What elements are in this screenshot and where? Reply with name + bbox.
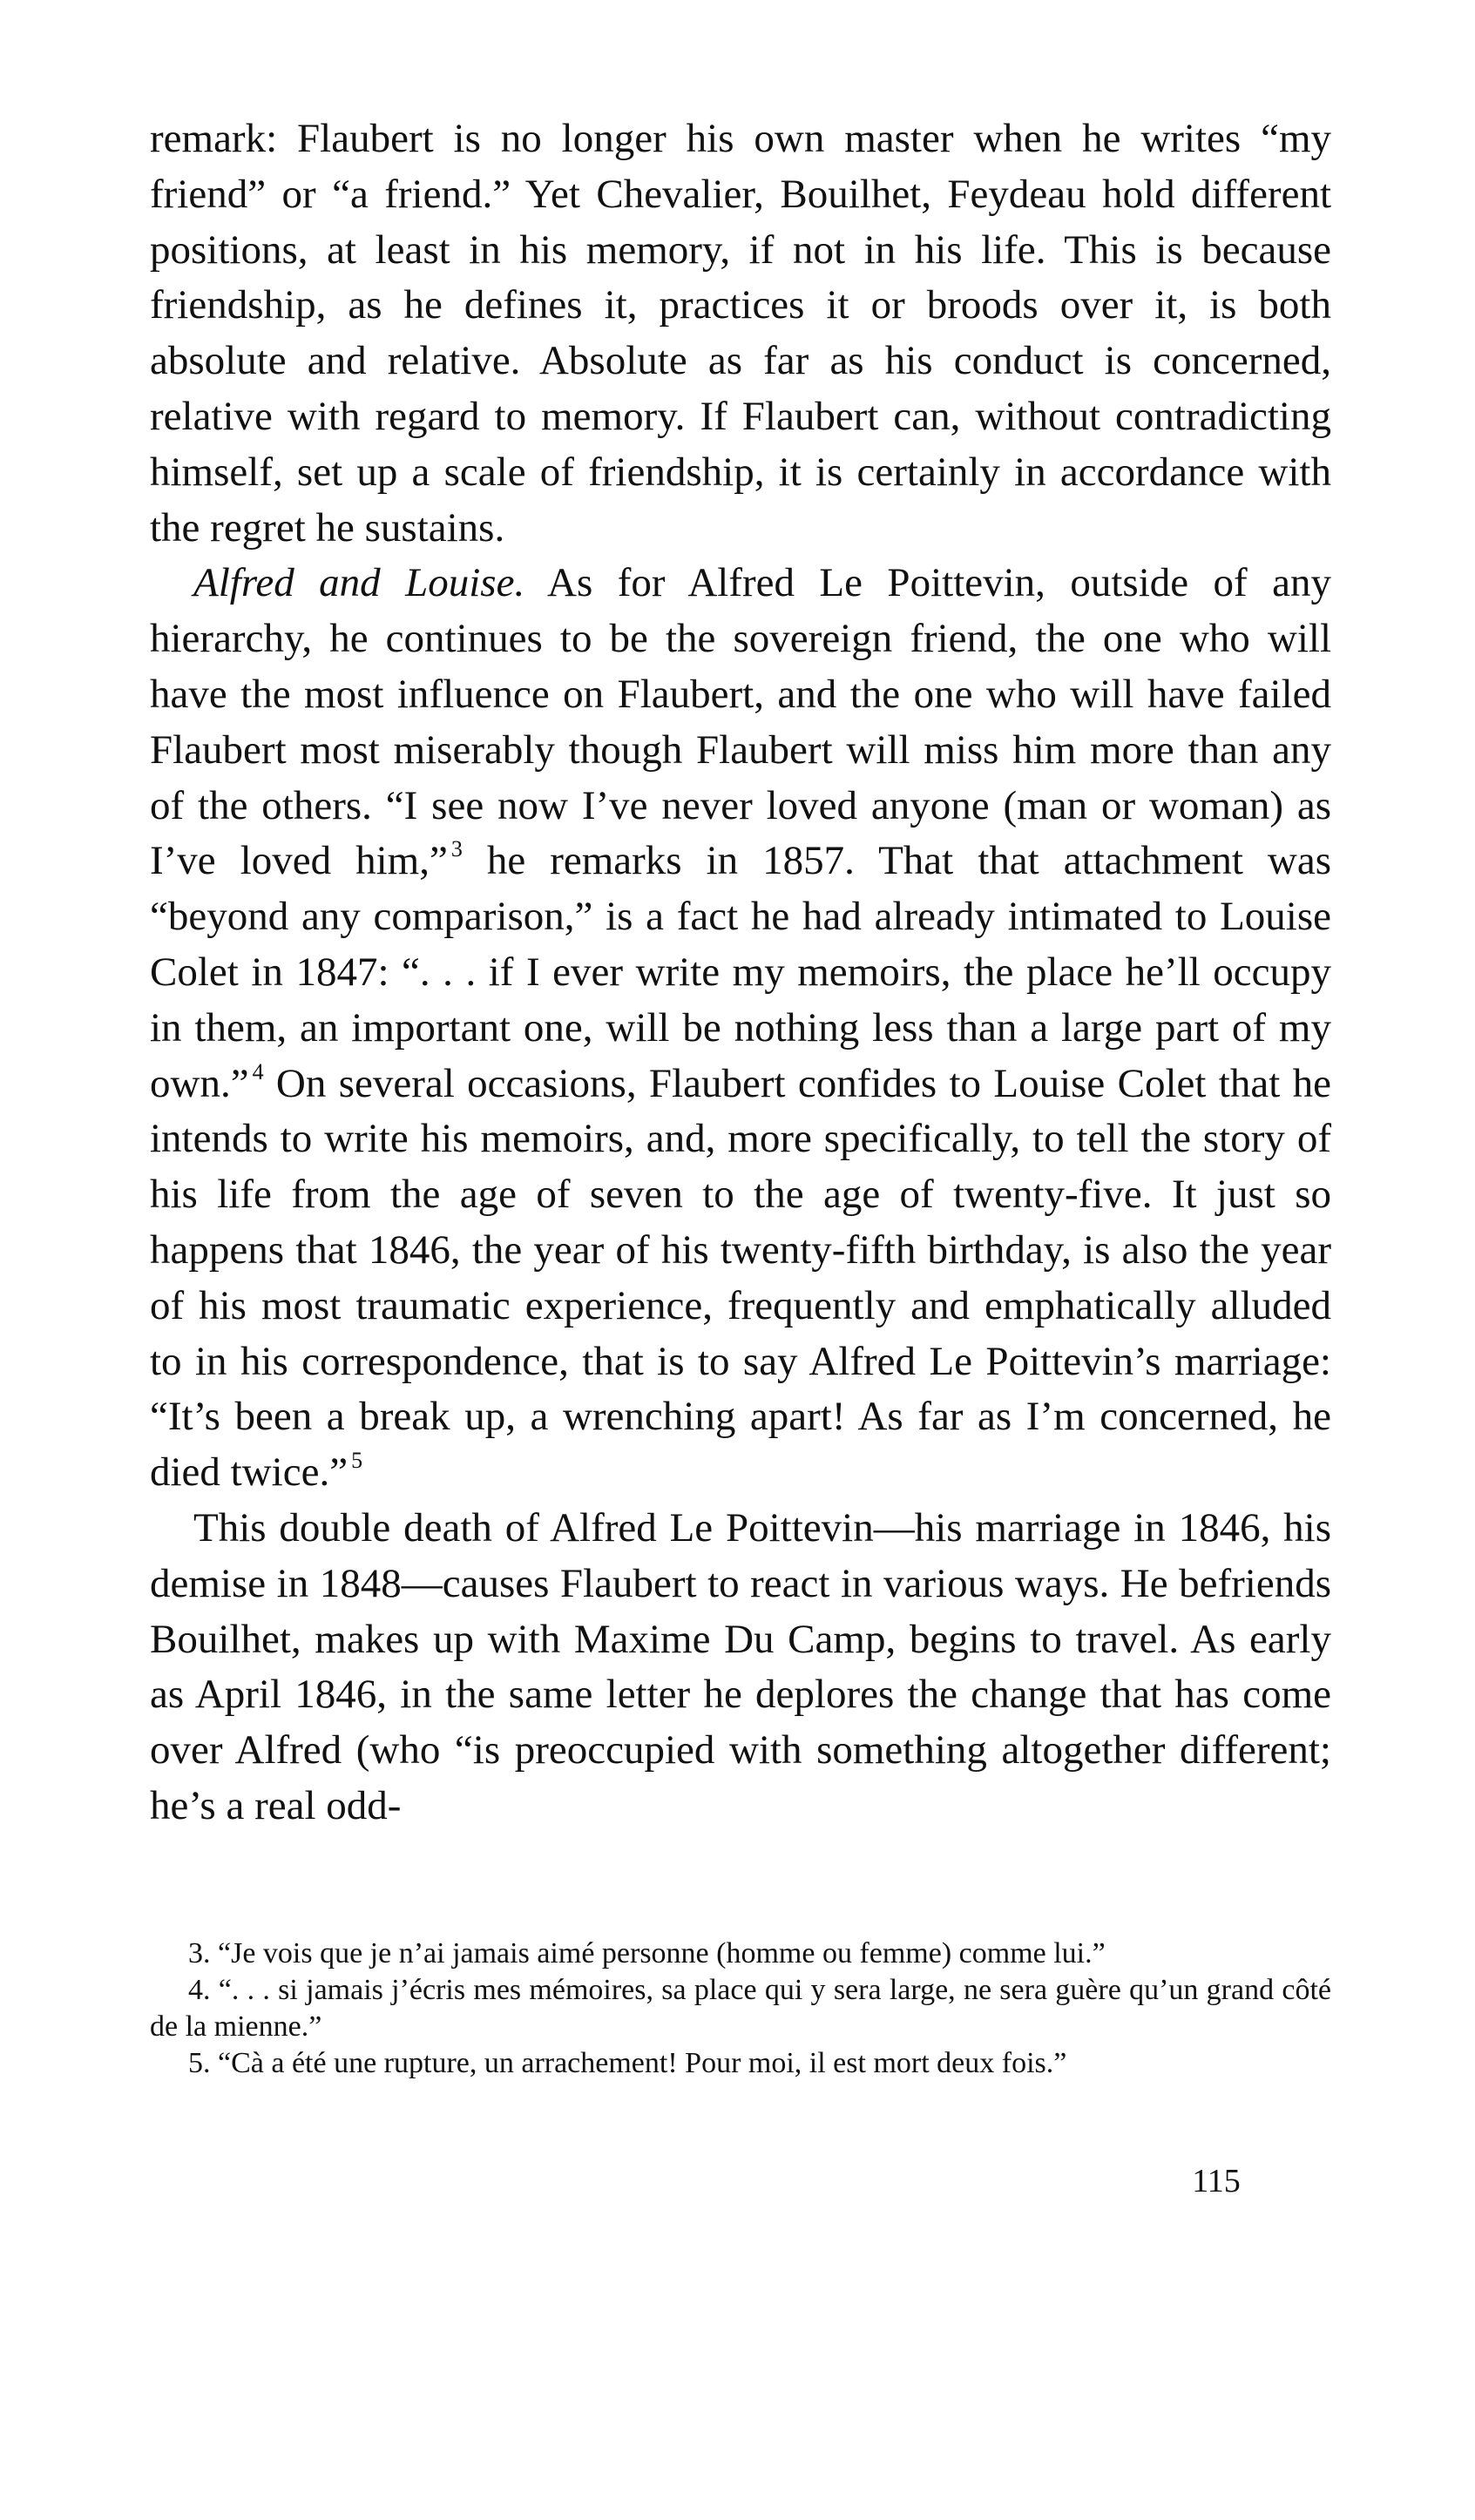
page-number: 115: [1192, 2163, 1241, 2199]
paragraph-text: he remarks in 1857. That that attachment was “beyond any comparison,” is a fact he had already intimated to Louise Colet in 1847: “. . . if I ever write my memoirs, the place he’ll occupy in them, an important one, will be nothing less than a large part of my own.”: [150, 838, 1331, 1106]
section-heading: Alfred and Louise.: [193, 560, 525, 606]
footnote-5: 5. “Cà a été une rupture, un arrachement! Pour moi, il est mort deux fois.”: [188, 2047, 1067, 2079]
main-text: [150, 111, 1331, 1834]
footnote-ref-5: 5: [351, 1448, 363, 1474]
paragraph-continuation: remark: Flaubert is no longer his own master when he writes “my friend” or “a friend.” Yet Chevalier, Bouilhet, Feydeau hold different positions, at least in his memory, if not in his life. This is because friendship, as he defines it, practices it or broods over it, is both absolute and relative. Absolute as far as his conduct is concerned, relative with regard to memory. If Flaubert can, without contradicting himself, set up a scale of friendship, it is certainly in accordance with the regret he sustains.: [150, 116, 1331, 551]
footnote-3: 3. “Je vois que je n’ai jamais aimé personne (homme ou femme) comme lui.”: [188, 1937, 1106, 1969]
paragraph-text: On several occasions, Flaubert confides to Louise Colet that he intends to write his memoirs, and, more specifically, to tell the story of his life from the age of seven to the age of twenty-five. It just so happens that 1846, the year of his twenty-fifth birthday, is also the year of his most traumatic experience, frequently and emphatically alluded to in his correspondence, that is to say Alfred Le Poittevin’s marriage: “It’s been a break up, a wrenching apart! As far as I’m concerned, he died twice.”: [150, 1060, 1331, 1496]
paragraph-alfred-and-louise: [150, 556, 1331, 1501]
footnote-4: 4. “. . . si jamais j’écris mes mémoires, sa place qui y sera large, ne sera guère qu’un grand côté de la mienne.”: [150, 1974, 1331, 2043]
footnotes: [150, 1936, 1331, 2082]
paragraph-double-death: This double death of Alfred Le Poittevin—his marriage in 1846, his demise in 1848—causes Flaubert to react in various ways. He befriends Bouilhet, makes up with Maxime Du Camp, begins to travel. As early as April 1846, in the same letter he deplores the change that has come over Alfred (who “is preoccupied with something altogether different; he’s a real odd-: [150, 1504, 1331, 1828]
paragraph-text: As for Alfred Le Poittevin, outside of any hierarchy, he continues to be the sovereign friend, the one who will have the most influence on Flaubert, and the one who will have failed Flaubert most miserably though Flaubert will miss him more than any of the others. “I see now I’ve never loved anyone (man or woman) as I’ve loved him,”: [150, 560, 1331, 884]
footnote-ref-3: 3: [450, 836, 463, 862]
footnote-ref-4: 4: [252, 1058, 264, 1084]
